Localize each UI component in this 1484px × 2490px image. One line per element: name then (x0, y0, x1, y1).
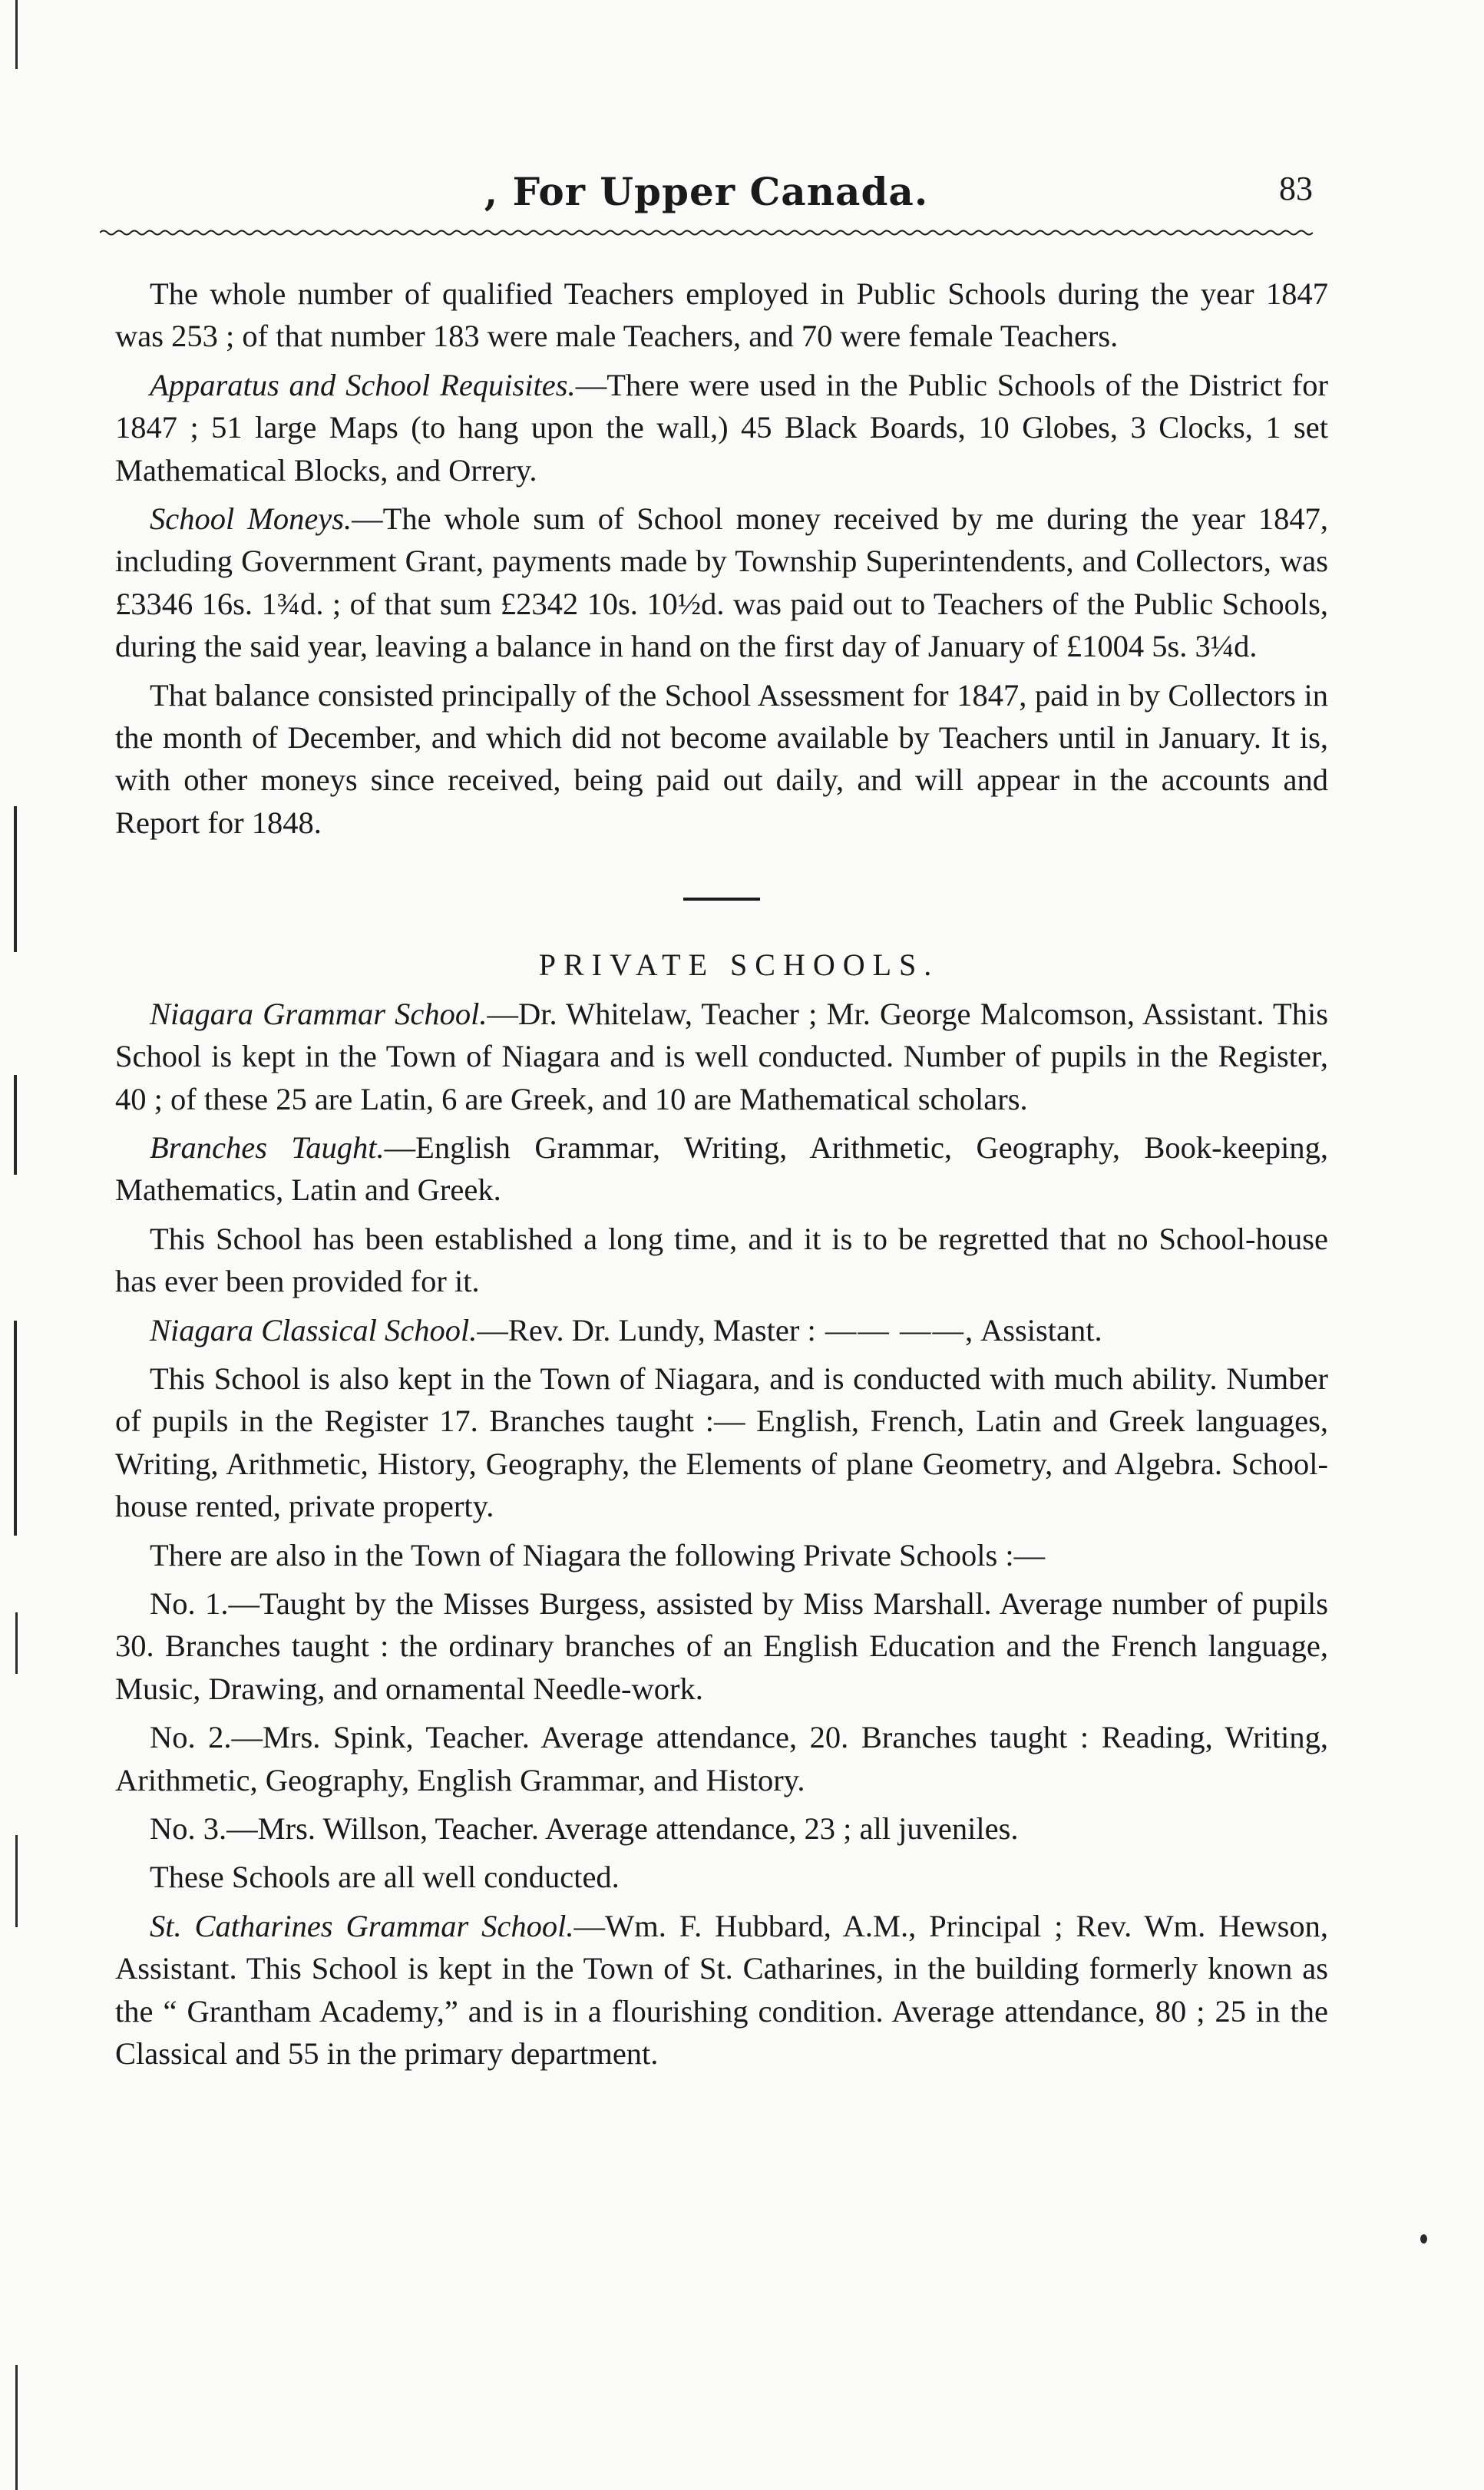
body-text (115, 273, 1328, 2081)
paragraph-body: —Dr. Whitelaw, Teacher ; Mr. George Malcomson, Assistant. This School is kept in the Town of Niagara and is well conducted. Number of pupils in the Register, 40 ; of these 25 are Latin, 6 are Greek, and 10 are Mathematical scholars. (115, 996, 1328, 1116)
paragraph: There are also in the Town of Niagara the following Private Schools :— (150, 1537, 1046, 1572)
paragraph: The whole number of qualified Teachers employed in Public Schools during the year 1847 was 253 ; of that number 183 were male Teachers, and 70 were female Teachers. (115, 276, 1328, 354)
paragraph-lead: Branches Taught. (150, 1129, 385, 1165)
paragraph (115, 1126, 1328, 1212)
paragraph-body: —The whole sum of School money received by me during the year 1847, including Government Grant, payments made by Township Superintendents, and Collectors, was £3346 16s. 1¾d. ; of that sum £2342 10s. 10½d. was paid out to Teachers of the Public Schools, during the said year, leaving a balance in hand on the first day of January of £1004 5s. 3¼d. (115, 501, 1328, 664)
paragraph-lead: St. Catharines Grammar School. (150, 1908, 574, 1943)
paragraph: No. 3.—Mrs. Willson, Teacher. Average attendance, 23 ; all juveniles. (150, 1811, 1019, 1846)
margin-marks (0, 0, 46, 2490)
paragraph (115, 1309, 1328, 1351)
paragraph: No. 2.—Mrs. Spink, Teacher. Average attendance, 20. Branches taught : Reading, Writing, Arithmetic, Geography, English Grammar, and History. (115, 1720, 1328, 1797)
paragraph-body: —Wm. F. Hubbard, A.M., Principal ; Rev. Wm. Hewson, Assistant. This School is kept in the Town of St. Catharines, in the building formerly known as the “ Grantham Academy,” and is in a flourishing condition. Average attendance, 80 ; 25 in the Classical and 55 in the primary department. (115, 1908, 1329, 2072)
margin-line (15, 0, 18, 69)
blank-line: —— ——, (815, 1312, 975, 1348)
paragraph (115, 364, 1328, 491)
paragraph: No. 1.—Taught by the Misses Burgess, assisted by Miss Marshall. Average number of pupils 30. Branches taught : the ordinary branches of an English Education and the French language, Music, Drawing, and ornamental Needle-work. (115, 1586, 1328, 1706)
paragraph-body: —English Grammar, Writing, Arithmetic, Geography, Book-keeping, Mathematics, Latin and Greek. (115, 1129, 1328, 1208)
paragraph: That balance consisted principally of the School Assessment for 1847, paid in by Collectors in the month of December, and which did not become available by Teachers until in January. It is, with other moneys since received, being paid out daily, and will appear in the accounts and Report for 1848. (115, 677, 1328, 840)
paragraph (115, 1905, 1328, 2075)
paragraph-lead: School Moneys. (150, 501, 352, 537)
margin-line (14, 1075, 17, 1175)
margin-line (15, 1835, 18, 1927)
paragraph: These Schools are all well conducted. (150, 1860, 620, 1895)
paragraph (115, 498, 1328, 668)
margin-line (14, 806, 17, 952)
paragraph-body: —There were used in the Public Schools of the District for 1847 ; 51 large Maps (to hang upon the wall,) 45 Black Boards, 10 Globes, 3 Clocks, 1 set Mathematical Blocks, and Orrery. (115, 367, 1328, 488)
paragraph: This School has been established a long time, and it is to be regretted that no School-house has ever been provided for it. (115, 1221, 1328, 1299)
running-title: , For Upper Canada. (484, 169, 929, 214)
paragraph-lead: Niagara Classical School. (150, 1312, 478, 1348)
margin-line (14, 1321, 17, 1536)
page-number: 83 (1279, 170, 1313, 207)
margin-line (15, 1612, 18, 1674)
paragraph-lead: Apparatus and School Requisites. (150, 367, 576, 402)
section-divider (683, 898, 760, 901)
paragraph-tail: Assistant. (974, 1312, 1102, 1348)
margin-line (15, 2365, 18, 2490)
page-header (100, 169, 1313, 223)
section-heading: PRIVATE SCHOOLS. (538, 947, 940, 983)
header-rule (100, 229, 1313, 236)
paragraph-lead: Niagara Grammar School. (150, 996, 488, 1031)
paragraph-body: —Rev. Dr. Lundy, Master : (477, 1312, 816, 1348)
margin-dot (1420, 2234, 1427, 2244)
paragraph (115, 993, 1328, 1120)
paragraph: This School is also kept in the Town of Niagara, and is conducted with much ability. Number of pupils in the Register 17. Branches taught :— English, French, Latin and Greek languages, Writing, Arithmetic, History, Geography, the Elements of plane Geometry, and Algebra. School-house rented, private property. (115, 1361, 1328, 1524)
